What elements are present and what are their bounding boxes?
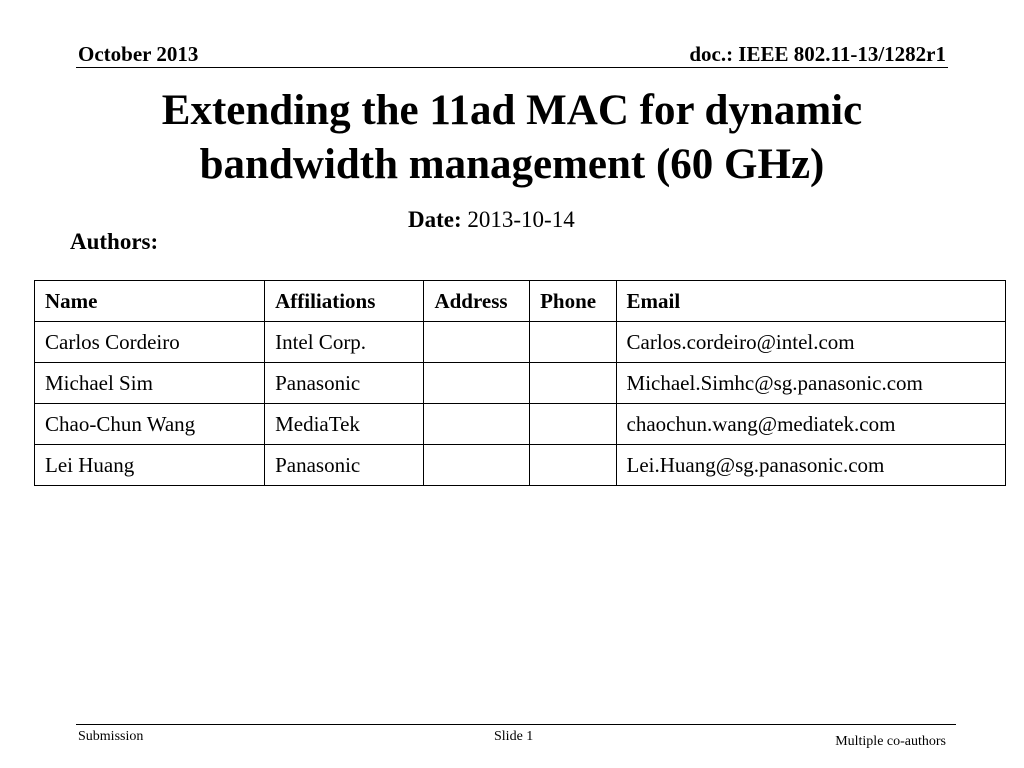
author-email: Carlos.cordeiro@intel.com: [616, 322, 1005, 363]
table-row: [35, 404, 1006, 445]
author-affiliation: Panasonic: [265, 445, 424, 486]
author-phone: [530, 404, 616, 445]
column-header-name: Name: [35, 281, 265, 322]
header-divider: [76, 67, 948, 68]
date-value: 2013-10-14: [467, 207, 575, 232]
author-name: Chao-Chun Wang: [35, 404, 265, 445]
table-row: [35, 322, 1006, 363]
author-address: [424, 322, 530, 363]
author-affiliation: Panasonic: [265, 363, 424, 404]
author-address: [424, 363, 530, 404]
footer-submission: Submission: [78, 729, 144, 744]
slide-title-line-2: bandwidth management (60 GHz): [199, 141, 825, 188]
column-header-address: Address: [424, 281, 530, 322]
author-affiliation: Intel Corp.: [265, 322, 424, 363]
slide-title-line-1: Extending the 11ad MAC for dynamic: [161, 87, 863, 134]
footer-divider: [76, 724, 956, 725]
footer-authors: Multiple co-authors: [835, 734, 946, 749]
date-line: [408, 206, 575, 234]
author-address: [424, 445, 530, 486]
table-row: [35, 363, 1006, 404]
author-affiliation: MediaTek: [265, 404, 424, 445]
authors-label: Authors:: [70, 229, 159, 254]
column-header-email: Email: [616, 281, 1005, 322]
authors-table: [34, 280, 1006, 486]
author-email: chaochun.wang@mediatek.com: [616, 404, 1005, 445]
author-name: Michael Sim: [35, 363, 265, 404]
slide-title: [80, 84, 944, 192]
table-row: [35, 445, 1006, 486]
author-email: Lei.Huang@sg.panasonic.com: [616, 445, 1005, 486]
author-name: Carlos Cordeiro: [35, 322, 265, 363]
author-address: [424, 404, 530, 445]
footer-slide-number: Slide 1: [494, 729, 534, 744]
author-name: Lei Huang: [35, 445, 265, 486]
author-email: Michael.Simhc@sg.panasonic.com: [616, 363, 1005, 404]
column-header-affiliations: Affiliations: [265, 281, 424, 322]
author-phone: [530, 445, 616, 486]
table-header-row: [35, 281, 1006, 322]
author-phone: [530, 322, 616, 363]
header-doc-id: doc.: IEEE 802.11-13/1282r1: [689, 42, 946, 66]
author-phone: [530, 363, 616, 404]
column-header-phone: Phone: [530, 281, 616, 322]
date-label: Date:: [408, 207, 462, 232]
header-date: October 2013: [78, 42, 199, 66]
